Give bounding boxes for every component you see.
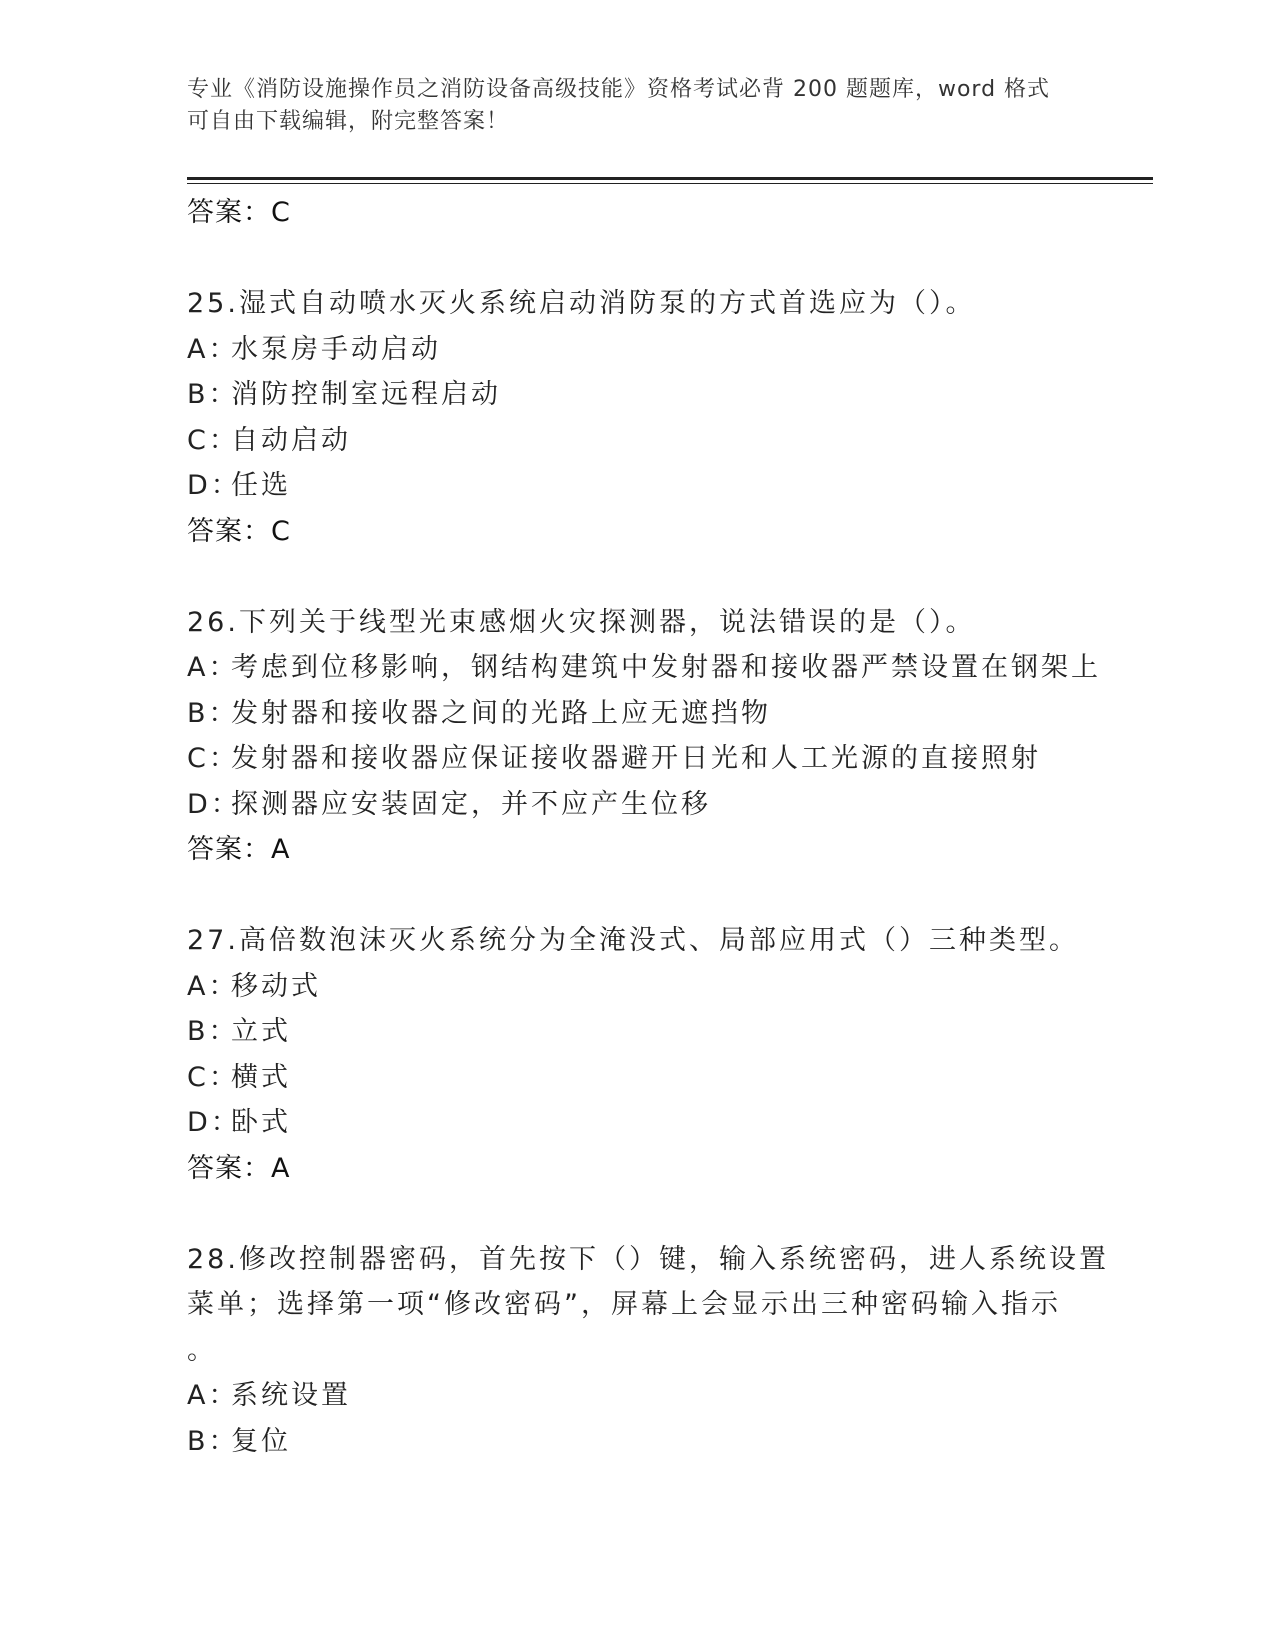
option-key: C： <box>187 743 239 774</box>
option-key: A： <box>187 970 239 1002</box>
option-c <box>187 1055 1107 1101</box>
option-text: 移动式 <box>231 970 321 1002</box>
option-key: D： <box>187 470 241 501</box>
option-key: A： <box>187 652 239 683</box>
option-b <box>187 1419 1107 1465</box>
question-28 <box>187 1237 1107 1465</box>
option-d <box>187 782 1107 828</box>
option-key: C： <box>187 424 239 456</box>
option-key: A： <box>187 1380 239 1411</box>
question-stem: 27.高倍数泡沫灭火系统分为全淹没式、局部应用式（）三种类型。 <box>187 925 1079 956</box>
option-b <box>187 372 1107 418</box>
question-27 <box>187 918 1107 1191</box>
option-a <box>187 964 1107 1010</box>
option-d <box>187 463 1107 509</box>
option-key: C： <box>187 1061 239 1093</box>
option-text: 任选 <box>231 470 291 501</box>
header-rule-thick <box>187 177 1153 180</box>
option-text: 自动启动 <box>231 424 351 456</box>
question-stem: 26.下列关于线型光束感烟火灾探测器，说法错误的是（）。 <box>187 606 976 638</box>
option-text: 发射器和接收器之间的光路上应无遮挡物 <box>231 697 771 729</box>
option-d <box>187 1100 1107 1146</box>
question-25 <box>187 281 1107 554</box>
question-list <box>187 190 1107 1464</box>
answer-line: 答案：A <box>187 834 291 865</box>
option-text: 考虑到位移影响，钢结构建筑中发射器和接收器严禁设置在钢架上 <box>231 652 1101 683</box>
option-a <box>187 645 1107 691</box>
option-b <box>187 1009 1107 1055</box>
option-text: 立式 <box>231 1016 291 1047</box>
question-stem-line: 菜单；选择第一项“修改密码”，屏幕上会显示出三种密码输入指示 <box>187 1289 1061 1320</box>
question-stem-line: 28.修改控制器密码，首先按下（）键，输入系统密码，进人系统设置 <box>187 1243 1109 1275</box>
option-a <box>187 1373 1107 1419</box>
option-key: B： <box>187 1425 239 1457</box>
option-text: 水泵房手动启动 <box>231 333 441 365</box>
question-stem-line: 。 <box>187 1334 217 1366</box>
option-text: 卧式 <box>231 1107 291 1138</box>
answer-line: 答案：A <box>187 1152 291 1184</box>
option-a <box>187 327 1107 373</box>
option-key: B： <box>187 697 239 729</box>
option-key: B： <box>187 1016 239 1047</box>
answer-line: 答案：C <box>187 515 291 547</box>
question-stem: 25.湿式自动喷水灭火系统启动消防泵的方式首选应为（）。 <box>187 288 976 319</box>
header-rule-thin <box>187 183 1153 184</box>
option-key: B： <box>187 379 239 410</box>
option-text: 消防控制室远程启动 <box>231 379 501 410</box>
option-text: 横式 <box>231 1061 291 1093</box>
question-26 <box>187 600 1107 873</box>
option-text: 发射器和接收器应保证接收器避开日光和人工光源的直接照射 <box>231 743 1041 774</box>
answer-line: 答案：C <box>187 197 291 228</box>
option-text: 系统设置 <box>231 1380 351 1411</box>
option-key: D： <box>187 788 241 820</box>
option-c <box>187 418 1107 464</box>
document-header: 专业《消防设施操作员之消防设备高级技能》资格考试必背 200 题题库，word 格式可自由下载编辑，附完整答案！ <box>187 77 1051 134</box>
option-c <box>187 736 1107 782</box>
option-key: A： <box>187 333 239 365</box>
option-text: 复位 <box>231 1425 291 1457</box>
option-text: 探测器应安装固定，并不应产生位移 <box>231 788 711 820</box>
option-b <box>187 691 1107 737</box>
option-key: D： <box>187 1107 241 1138</box>
